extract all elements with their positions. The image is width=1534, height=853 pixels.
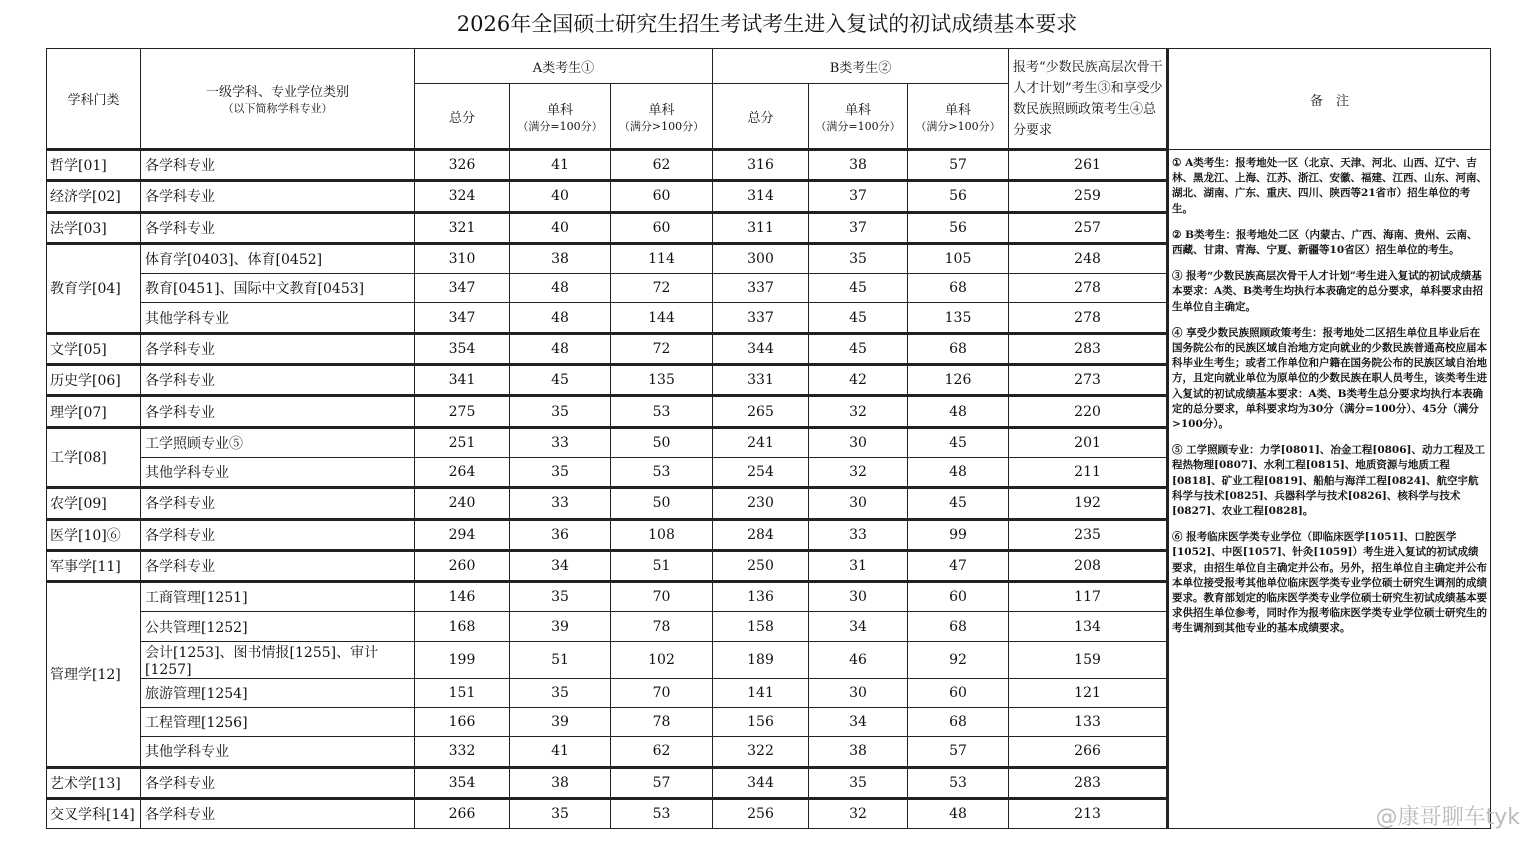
discipline-cell: 文学[05] (47, 333, 141, 364)
score-cell: 192 (1009, 488, 1168, 519)
score-cell: 211 (1009, 457, 1168, 487)
score-cell: 121 (1009, 678, 1168, 707)
label: 单科 (546, 102, 573, 118)
score-cell: 60 (611, 181, 713, 212)
score-cell: 278 (1009, 274, 1168, 303)
score-cell: 53 (908, 767, 1009, 798)
discipline-cell: 医学[10]⑥ (47, 519, 141, 550)
score-cell: 72 (611, 274, 713, 303)
label: 单科 (945, 102, 972, 118)
score-cell: 251 (415, 427, 510, 457)
score-cell: 34 (510, 550, 611, 581)
score-cell: 38 (510, 243, 611, 273)
score-cell: 40 (510, 181, 611, 212)
score-cell: 57 (908, 737, 1009, 767)
major-cell: 工程管理[1256] (141, 708, 415, 737)
score-cell: 278 (1009, 303, 1168, 333)
header-major (141, 49, 415, 150)
score-cell: 68 (908, 333, 1009, 364)
score-cell: 33 (510, 488, 611, 519)
remarks-cell (1168, 150, 1491, 829)
header-b-group: B类考生② (713, 49, 1009, 84)
score-cell: 248 (1009, 243, 1168, 273)
score-cell: 105 (908, 243, 1009, 273)
score-cell: 324 (415, 181, 510, 212)
discipline-cell: 艺术学[13] (47, 767, 141, 798)
score-cell: 326 (415, 150, 510, 181)
score-cell: 208 (1009, 550, 1168, 581)
header-major-label: 一级学科、专业学位类别 (205, 85, 349, 100)
score-cell: 30 (809, 582, 908, 612)
score-cell: 36 (510, 519, 611, 550)
score-cell: 47 (908, 550, 1009, 581)
discipline-cell: 历史学[06] (47, 365, 141, 396)
score-cell: 189 (713, 641, 809, 678)
score-cell: 259 (1009, 181, 1168, 212)
watermark: @康哥聊车tyk (1375, 805, 1520, 830)
score-cell: 57 (908, 150, 1009, 181)
score-cell: 156 (713, 708, 809, 737)
score-cell: 70 (611, 582, 713, 612)
label-sub: （满分>100分） (618, 119, 705, 133)
score-cell: 141 (713, 678, 809, 707)
score-cell: 53 (611, 457, 713, 487)
header-major-sub: （以下简称学科专业） (222, 102, 333, 115)
major-cell: 各学科专业 (141, 519, 415, 550)
score-cell: 321 (415, 212, 510, 243)
score-cell: 213 (1009, 798, 1168, 828)
remark-note: ③ 报考“少数民族高层次骨干人才计划”考生进入复试的初试成绩基本要求：A类、B类考生均执行本表确定的总分要求，单科要求由招生单位自主确定。 (1172, 270, 1484, 313)
score-cell: 151 (415, 678, 510, 707)
score-cell: 57 (611, 767, 713, 798)
score-cell: 32 (809, 798, 908, 828)
score-cell: 45 (908, 488, 1009, 519)
header-a-group: A类考生① (415, 49, 713, 84)
major-cell: 各学科专业 (141, 488, 415, 519)
major-cell: 各学科专业 (141, 333, 415, 364)
score-cell: 33 (809, 519, 908, 550)
score-cell: 314 (713, 181, 809, 212)
page-title: 2026年全国硕士研究生招生考试考生进入复试的初试成绩基本要求 (456, 12, 1078, 36)
header-discipline: 学科门类 (47, 49, 141, 150)
score-cell: 45 (809, 274, 908, 303)
score-cell: 45 (809, 303, 908, 333)
score-cell: 35 (809, 243, 908, 273)
score-cell: 68 (908, 612, 1009, 641)
major-cell: 各学科专业 (141, 365, 415, 396)
score-cell: 266 (415, 798, 510, 828)
score-cell: 256 (713, 798, 809, 828)
score-cell: 261 (1009, 150, 1168, 181)
score-cell: 60 (611, 212, 713, 243)
score-cell: 38 (510, 767, 611, 798)
score-cell: 134 (1009, 612, 1168, 641)
score-cell: 35 (809, 767, 908, 798)
score-cell: 60 (908, 582, 1009, 612)
score-cell: 56 (908, 212, 1009, 243)
score-cell: 332 (415, 737, 510, 767)
score-cell: 78 (611, 612, 713, 641)
score-cell: 135 (611, 365, 713, 396)
score-cell: 35 (510, 798, 611, 828)
score-cell: 102 (611, 641, 713, 678)
discipline-cell: 法学[03] (47, 212, 141, 243)
score-cell: 34 (809, 708, 908, 737)
discipline-cell: 教育学[04] (47, 243, 141, 333)
score-cell: 341 (415, 365, 510, 396)
score-cell: 45 (510, 365, 611, 396)
score-cell: 39 (510, 708, 611, 737)
major-cell: 各学科专业 (141, 396, 415, 427)
major-cell: 其他学科专业 (141, 457, 415, 487)
score-cell: 354 (415, 767, 510, 798)
header-b-single100 (809, 84, 908, 150)
score-cell: 38 (809, 150, 908, 181)
remark-note: ② B类考生：报考地处二区（内蒙古、广西、海南、贵州、云南、西藏、甘肃、青海、宁夏、新疆等10省区）招生单位的考生。 (1172, 228, 1478, 257)
discipline-cell: 管理学[12] (47, 582, 141, 767)
major-cell: 各学科专业 (141, 181, 415, 212)
discipline-cell: 交叉学科[14] (47, 798, 141, 828)
score-cell: 35 (510, 396, 611, 427)
major-cell: 各学科专业 (141, 767, 415, 798)
major-cell: 各学科专业 (141, 798, 415, 828)
major-cell: 工商管理[1251] (141, 582, 415, 612)
label: 单科 (844, 102, 871, 118)
score-cell: 166 (415, 708, 510, 737)
score-cell: 294 (415, 519, 510, 550)
score-cell: 310 (415, 243, 510, 273)
score-cell: 158 (713, 612, 809, 641)
score-cell: 264 (415, 457, 510, 487)
header-a-single100 (510, 84, 611, 150)
score-cell: 99 (908, 519, 1009, 550)
score-cell: 273 (1009, 365, 1168, 396)
score-cell: 37 (809, 181, 908, 212)
score-cell: 300 (713, 243, 809, 273)
score-cell: 40 (510, 212, 611, 243)
header-remarks: 备 注 (1168, 49, 1491, 150)
score-cell: 32 (809, 457, 908, 487)
score-cell: 56 (908, 181, 1009, 212)
major-cell: 各学科专业 (141, 212, 415, 243)
header-b-total: 总分 (713, 84, 809, 150)
score-cell: 37 (809, 212, 908, 243)
score-cell: 257 (1009, 212, 1168, 243)
header-a-single-gt100 (611, 84, 713, 150)
score-cell: 45 (908, 427, 1009, 457)
score-cell: 126 (908, 365, 1009, 396)
score-cell: 39 (510, 612, 611, 641)
header-b-single-gt100 (908, 84, 1009, 150)
remark-note: ⑤ 工学照顾专业：力学[0801]、冶金工程[0806]、动力工程及工程热物理[0807]、水利工程[0815]、地质资源与地质工程[0818]、矿业工程[0819]、船舶与海洋工程[0824]、航空宇航科学与技术[0825]、兵器科学与技术[0826]、核科学与技术[0827]、农业工程[0828]。 (1172, 444, 1486, 518)
score-cell: 275 (415, 396, 510, 427)
score-cell: 30 (809, 427, 908, 457)
remark-note: ⑥ 报考临床医学类专业学位（即临床医学[1051]、口腔医学[1052]、中医[1057]、针灸[1059]）考生进入复试的初试成绩要求，由招生单位自主确定并公布。另外，招生单位自主确定并公布本单位接受报考其他单位临床医学类专业学位硕士研究生调剂的成绩要求。教育部划定的临床医学类专业学位硕士研究生初试成绩基本要求供招生单位参考，同时作为报考临床医学类专业学位硕士研究生的考生调剂到其他专业的基本成绩要求。 (1172, 531, 1488, 635)
score-cell: 337 (713, 274, 809, 303)
score-cell: 78 (611, 708, 713, 737)
major-cell: 各学科专业 (141, 150, 415, 181)
label-sub: （满分>100分） (915, 119, 1001, 133)
major-cell: 其他学科专业 (141, 303, 415, 333)
score-cell: 62 (611, 150, 713, 181)
score-cell: 35 (510, 457, 611, 487)
score-cell: 117 (1009, 582, 1168, 612)
score-cell: 168 (415, 612, 510, 641)
score-cell: 331 (713, 365, 809, 396)
score-cell: 260 (415, 550, 510, 581)
score-cell: 354 (415, 333, 510, 364)
discipline-cell: 哲学[01] (47, 150, 141, 181)
score-cell: 283 (1009, 767, 1168, 798)
score-cell: 240 (415, 488, 510, 519)
score-cell: 230 (713, 488, 809, 519)
score-cell: 48 (908, 396, 1009, 427)
score-cell: 42 (809, 365, 908, 396)
score-cell: 51 (510, 641, 611, 678)
score-cell: 38 (809, 737, 908, 767)
discipline-cell: 农学[09] (47, 488, 141, 519)
score-cell: 34 (809, 612, 908, 641)
score-cell: 284 (713, 519, 809, 550)
score-cell: 201 (1009, 427, 1168, 457)
score-cell: 70 (611, 678, 713, 707)
score-cell: 344 (713, 333, 809, 364)
remark-note: ④ 享受少数民族照顾政策考生：报考地处二区招生单位且毕业后在国务院公布的民族区域自治地方定向就业的少数民族普通高校应届本科毕业生考生；或者工作单位和户籍在国务院公布的民族区域自治地方，且定向就业单位为原单位的少数民族在职人员考生，该类考生进入复试的初试成绩基本要求：A类、B类考生总分要求均执行本表确定的总分要求，单科要求均为30分（满分=100分）、45分（满分>100分）。 (1172, 326, 1488, 431)
score-cell: 51 (611, 550, 713, 581)
score-cell: 41 (510, 150, 611, 181)
score-cell: 337 (713, 303, 809, 333)
score-cell: 311 (713, 212, 809, 243)
score-cell: 48 (510, 333, 611, 364)
table-body (47, 150, 1491, 829)
score-cell: 53 (611, 798, 713, 828)
score-table (46, 48, 1491, 829)
header-minority: 报考“少数民族高层次骨干人才计划”考生③和享受少数民族照顾政策考生④总分要求 (1009, 49, 1168, 150)
score-cell: 144 (611, 303, 713, 333)
score-cell: 347 (415, 274, 510, 303)
score-cell: 283 (1009, 333, 1168, 364)
score-cell: 35 (510, 678, 611, 707)
score-cell: 159 (1009, 641, 1168, 678)
score-cell: 344 (713, 767, 809, 798)
score-cell: 250 (713, 550, 809, 581)
discipline-cell: 经济学[02] (47, 181, 141, 212)
score-cell: 41 (510, 737, 611, 767)
discipline-cell: 军事学[11] (47, 550, 141, 581)
score-cell: 322 (713, 737, 809, 767)
score-cell: 31 (809, 550, 908, 581)
major-cell: 教育[0451]、国际中文教育[0453] (141, 274, 415, 303)
major-cell: 各学科专业 (141, 550, 415, 581)
remark-note: ① A类考生：报考地处一区（北京、天津、河北、山西、辽宁、吉林、黑龙江、上海、江苏、浙江、安徽、福建、江西、山东、河南、湖北、湖南、广东、重庆、四川、陕西等21省市）招生单位的考生。 (1172, 157, 1488, 215)
score-cell: 45 (809, 333, 908, 364)
score-cell: 133 (1009, 708, 1168, 737)
score-cell: 50 (611, 488, 713, 519)
score-cell: 92 (908, 641, 1009, 678)
score-cell: 50 (611, 427, 713, 457)
score-cell: 135 (908, 303, 1009, 333)
major-cell: 工学照顾专业⑤ (141, 427, 415, 457)
score-cell: 136 (713, 582, 809, 612)
score-cell: 266 (1009, 737, 1168, 767)
major-cell: 公共管理[1252] (141, 612, 415, 641)
score-cell: 30 (809, 678, 908, 707)
score-cell: 199 (415, 641, 510, 678)
score-cell: 32 (809, 396, 908, 427)
score-cell: 68 (908, 708, 1009, 737)
score-cell: 48 (510, 303, 611, 333)
score-cell: 53 (611, 396, 713, 427)
table-row (47, 150, 1491, 181)
score-cell: 235 (1009, 519, 1168, 550)
major-cell: 旅游管理[1254] (141, 678, 415, 707)
label: 单科 (648, 102, 675, 118)
score-cell: 68 (908, 274, 1009, 303)
header-a-total: 总分 (415, 84, 510, 150)
major-cell: 会计[1253]、图书情报[1255]、审计[1257] (141, 641, 415, 678)
score-cell: 241 (713, 427, 809, 457)
major-cell: 体育学[0403]、体育[0452] (141, 243, 415, 273)
discipline-cell: 理学[07] (47, 396, 141, 427)
score-cell: 60 (908, 678, 1009, 707)
score-cell: 316 (713, 150, 809, 181)
score-cell: 254 (713, 457, 809, 487)
score-cell: 33 (510, 427, 611, 457)
score-cell: 48 (908, 798, 1009, 828)
score-cell: 30 (809, 488, 908, 519)
score-cell: 62 (611, 737, 713, 767)
discipline-cell: 工学[08] (47, 427, 141, 488)
score-cell: 48 (510, 274, 611, 303)
label-sub: （满分=100分） (517, 119, 603, 133)
score-cell: 48 (908, 457, 1009, 487)
score-cell: 35 (510, 582, 611, 612)
score-cell: 114 (611, 243, 713, 273)
score-cell: 265 (713, 396, 809, 427)
score-cell: 347 (415, 303, 510, 333)
label-sub: （满分=100分） (815, 119, 901, 133)
score-cell: 46 (809, 641, 908, 678)
score-cell: 220 (1009, 396, 1168, 427)
score-cell: 72 (611, 333, 713, 364)
major-cell: 其他学科专业 (141, 737, 415, 767)
score-cell: 108 (611, 519, 713, 550)
score-cell: 146 (415, 582, 510, 612)
